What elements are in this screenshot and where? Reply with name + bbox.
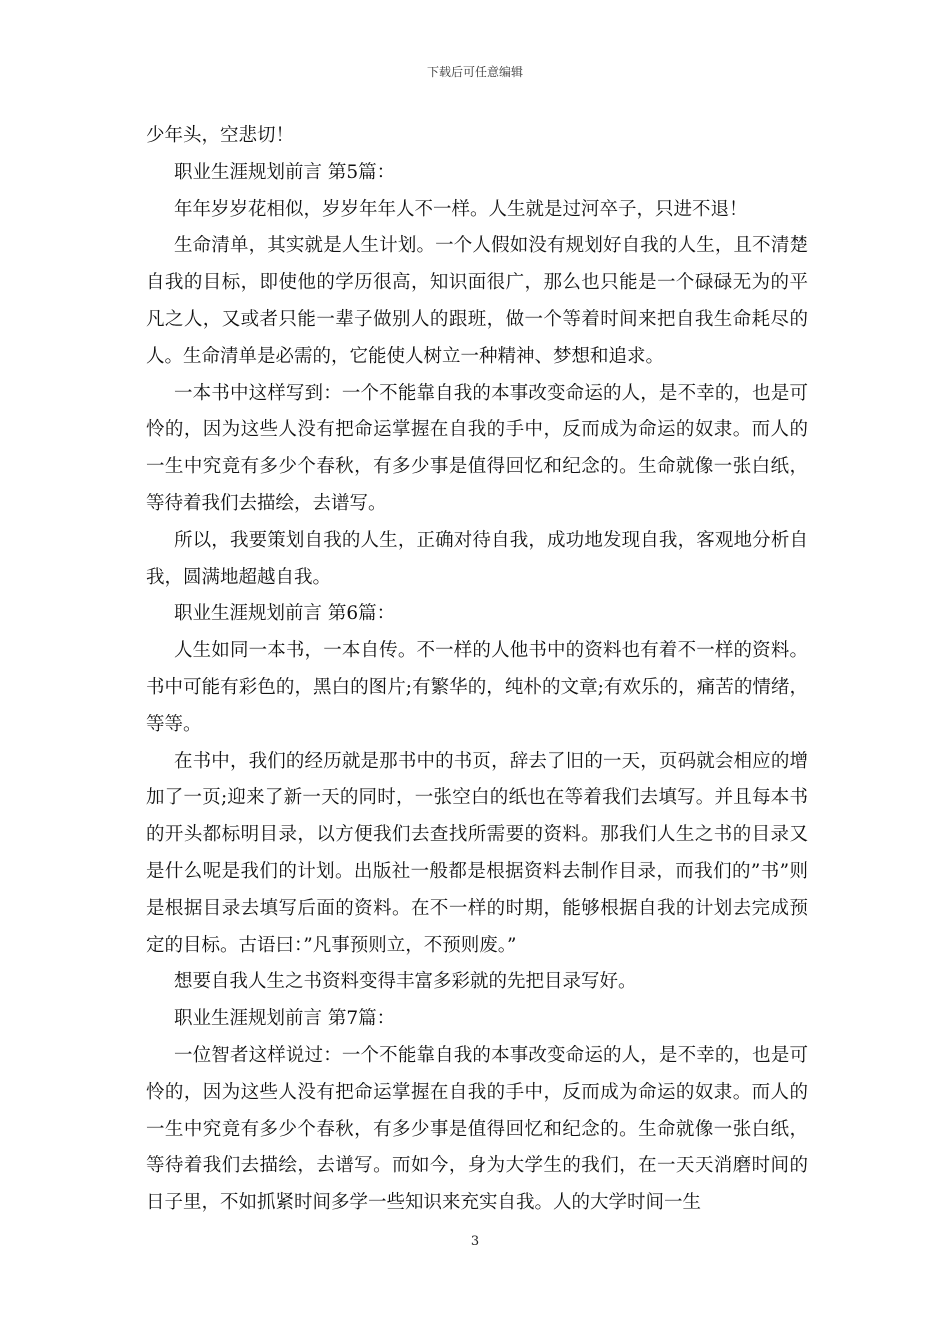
paragraph: 一本书中这样写到：一个不能靠自我的本事改变命运的人，是不幸的，也是可怜的，因为这些人没有把命运掌握在自我的手中，反而成为命运的奴隶。而人的一生中究竟有多少个春秋，有多少事是值得回忆和纪念的。生命就像一张白纸，等待着我们去描绘，去谱写。 xyxy=(146,382,808,514)
section-heading: 职业生涯规划前言 第6篇： xyxy=(174,603,396,625)
page-header: 下载后可任意编辑 xyxy=(426,65,523,79)
paragraph: 所以，我要策划自我的人生，正确对待自我，成功地发现自我，客观地分析自我，圆满地超越自我。 xyxy=(146,529,808,588)
document-body xyxy=(146,118,808,1222)
section-heading: 职业生涯规划前言 第7篇： xyxy=(174,1008,396,1030)
page-number: 3 xyxy=(470,1234,480,1249)
paragraph: 在书中，我们的经历就是那书中的书页，辞去了旧的一天，页码就会相应的增加了一页;迎来了新一天的同时，一张空白的纸也在等着我们去填写。并且每本书的开头都标明目录，以方便我们去查找所需要的资料。那我们人生之书的目录又是什么呢是我们的计划。出版社一般都是根据资料去制作目录，而我们的”书”则是根据目录去填写后面的资料。在不一样的时期，能够根据自我的计划去完成预定的目标。古语曰：”凡事预则立，不预则废。” xyxy=(146,750,808,956)
paragraph: 想要自我人生之书资料变得丰富多彩就的先把目录写好。 xyxy=(174,971,637,993)
section-heading: 职业生涯规划前言 第5篇： xyxy=(174,161,396,183)
paragraph: 一位智者这样说过：一个不能靠自我的本事改变命运的人，是不幸的，也是可怜的，因为这些人没有把命运掌握在自我的手中，反而成为命运的奴隶。而人的一生中究竟有多少个春秋，有多少事是值得回忆和纪念的。生命就像一张白纸，等待着我们去描绘，去谱写。而如今，身为大学生的我们，在一天天消磨时间的日子里，不如抓紧时间多学一些知识来充实自我。人的大学时间一生 xyxy=(146,1044,808,1214)
paragraph: 人生如同一本书，一本自传。不一样的人他书中的资料也有着不一样的资料。书中可能有彩色的，黑白的图片;有繁华的，纯朴的文章;有欢乐的，痛苦的情绪，等等。 xyxy=(146,640,808,735)
paragraph: 年年岁岁花相似，岁岁年年人不一样。人生就是过河卒子，只进不退！ xyxy=(174,198,748,220)
paragraph: 少年头，空悲切！ xyxy=(146,125,295,146)
paragraph: 生命清单，其实就是人生计划。一个人假如没有规划好自我的人生，且不清楚自我的目标，即使他的学历很高，知识面很广，那么也只能是一个碌碌无为的平凡之人，又或者只能一辈子做别人的跟班，做一个等着时间来把自我生命耗尽的人。生命清单是必需的，它能使人树立一种精神、梦想和追求。 xyxy=(146,235,808,367)
